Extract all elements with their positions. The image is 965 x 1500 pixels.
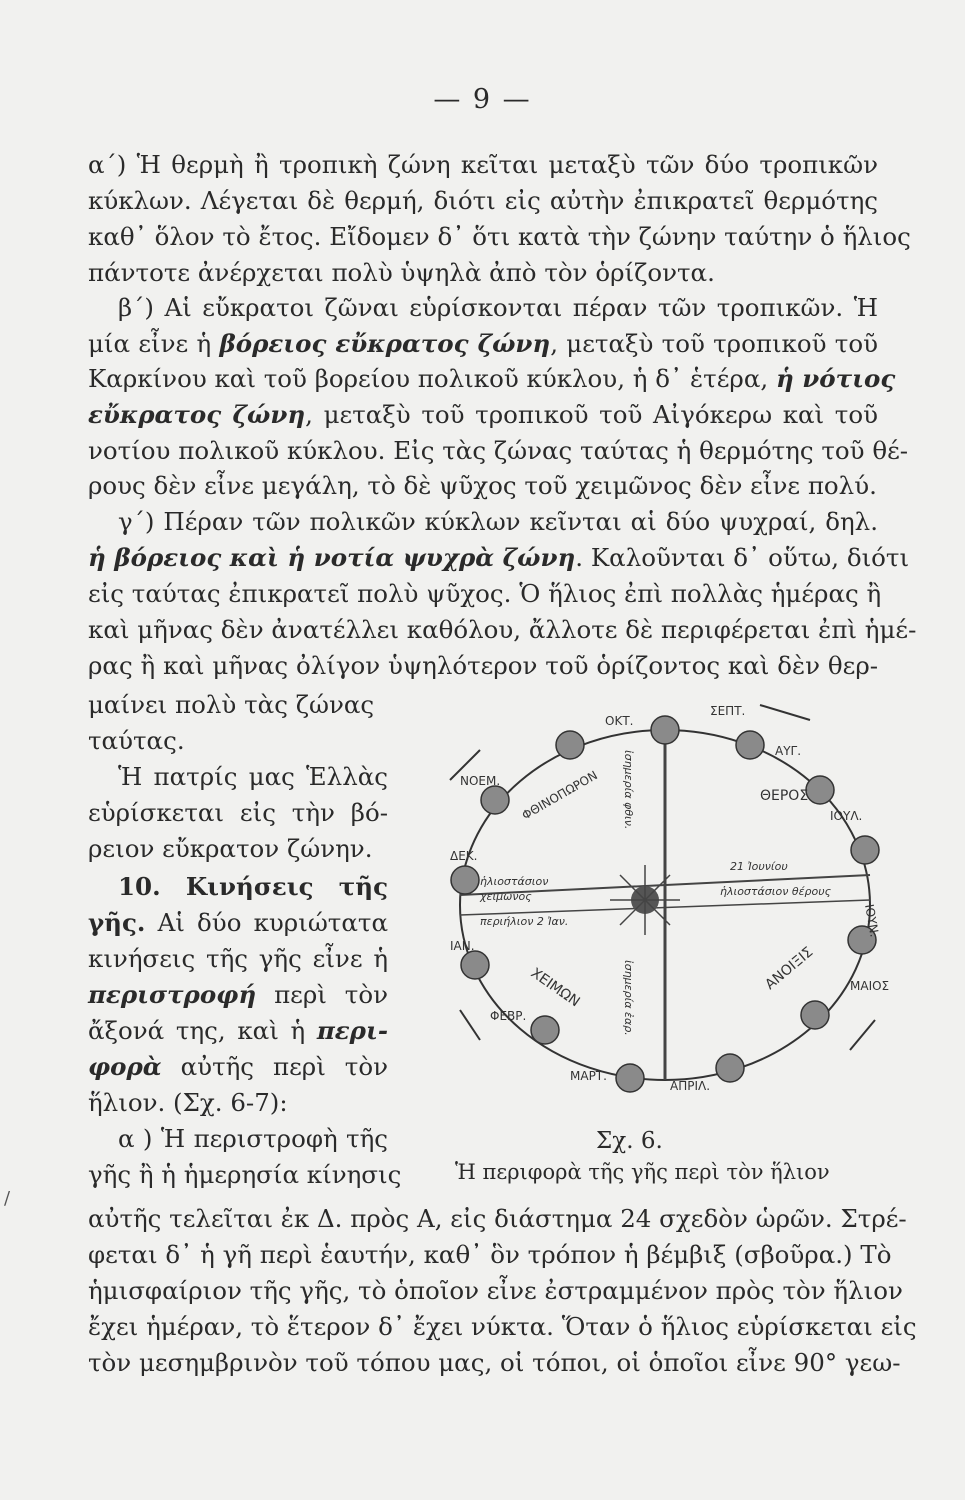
label-summer-solstice: ἡλιοστάσιον θέρους — [720, 885, 832, 898]
earth-icon — [481, 786, 509, 814]
text-line: καθ᾽ ὅλον τὸ ἔτος. Εἴδομεν δ᾽ ὅτι κατὰ τὴν ζώνην ταύτην ὁ ἥλιος — [88, 222, 911, 251]
month-label: ΜΑΙΟΣ — [850, 979, 890, 993]
text-line: ρας ἢ καὶ μῆνας ὀλίγον ὑψηλότερον τοῦ ὁρίζοντος καὶ δὲν θερ- — [88, 651, 878, 680]
text-line: ἔχει ἡμέραν, τὸ ἕτερον δ᾽ ἔχει νύκτα. Ὅταν ὁ ἥλιος εὑρίσκεται εἰς — [88, 1312, 917, 1341]
term-north-temperate: βόρειος εὔκρατος ζώνη — [219, 329, 551, 358]
text-line — [88, 1016, 388, 1046]
text-line: τὸν μεσημβρινὸν τοῦ τόπου μας, οἱ τόποι, οἱ ὁποῖοι εἶνε 90° γεω- — [88, 1348, 901, 1377]
earth-icon — [461, 951, 489, 979]
season-autumn: ΦΘΙΝΟΠΩΡΟΝ — [519, 768, 600, 823]
month-label: ΑΥΓ. — [775, 744, 802, 758]
text-line — [88, 543, 910, 573]
section-heading — [118, 872, 388, 902]
earth-icon — [716, 1054, 744, 1082]
earth-icon — [801, 1001, 829, 1029]
text-line: α΄) Ἡ θερμὴ ἢ τροπικὴ ζώνη κεῖται μεταξὺ τῶν δύο τροπικῶν — [88, 150, 878, 179]
month-label: ΝΟΕΜ. — [460, 774, 501, 788]
season-summer: ΘΕΡΟΣ — [760, 788, 809, 804]
label-june21: 21 Ἰουνίου — [730, 860, 788, 873]
text-span: Καρκίνου καὶ τοῦ βορείου πολικοῦ κύκλου, ἡ δ᾽ ἑτέρα, — [88, 364, 776, 393]
text-line: φεται δ᾽ ἡ γῆ περὶ ἑαυτήν, καθ᾽ ὃν τρόπον ἡ βέμβιξ (σβοῦρα.) Τὸ — [88, 1240, 892, 1269]
label-winter: χειμῶνος — [480, 890, 532, 903]
text-line: κινήσεις τῆς γῆς εἶνε ἡ — [88, 944, 388, 973]
month-label: ΜΑΡΤ. — [570, 1069, 607, 1083]
month-label: ΙΟΥΛ. — [830, 809, 863, 823]
text-line: εὑρίσκεται εἰς τὴν βό- — [88, 798, 388, 827]
text-line: κύκλων. Λέγεται δὲ θερμή, διότι εἰς αὐτὴν ἐπικρατεῖ θερμότης — [88, 186, 878, 215]
earth-icon — [651, 716, 679, 744]
text-line — [88, 1052, 388, 1082]
text-span: . Καλοῦνται δ᾽ οὕτω, διότι — [575, 543, 910, 572]
month-label: ΙΑΝ. — [450, 939, 475, 953]
month-label: ΦΕΒΡ. — [490, 1009, 527, 1023]
text-line: Ἡ πατρίς μας Ἑλλὰς — [118, 762, 388, 791]
text-line — [88, 364, 896, 394]
earth-icon — [806, 776, 834, 804]
month-label: ΔΕΚ. — [450, 849, 478, 863]
text-line: εἰς ταύτας ἐπικρατεῖ πολὺ ψῦχος. Ὁ ἥλιος ἐπὶ πολλὰς ἡμέρας ἢ — [88, 579, 882, 608]
page-number: — 9 — — [433, 84, 532, 115]
margin-mark: / — [4, 1188, 11, 1209]
text-span: μία εἶνε ἡ — [88, 329, 220, 358]
text-line: πάντοτε ἀνέρχεται πολὺ ὑψηλὰ ἀπὸ τὸν ὁρίζοντα. — [88, 258, 715, 287]
month-label: ΑΠΡΙΛ. — [670, 1079, 711, 1093]
text-line: α ) Ἡ περιστροφὴ τῆς — [118, 1124, 388, 1153]
text-line: ρους δὲν εἶνε μεγάλη, τὸ δὲ ψῦχος τοῦ χειμῶνος δὲν εἶνε πολύ. — [88, 471, 877, 500]
label-autumn-equinox: ἰσημερία φθιν. — [622, 750, 635, 830]
text-span: Αἱ δύο κυριώτατα — [145, 908, 388, 937]
arrow-icon — [460, 1010, 480, 1040]
term-frigid-zones: ἡ βόρειος καὶ ἡ νοτία ψυχρὰ ζώνη — [88, 543, 576, 572]
text-span: ἄξονά της, καὶ ἡ — [88, 1016, 317, 1045]
text-line: νοτίου πολικοῦ κύκλου. Εἰς τὰς ζώνας ταύτας ἡ θερμότης τοῦ θέ- — [88, 436, 909, 465]
section-title: 10. Κινήσεις τῆς — [118, 872, 388, 901]
text-line: ἥλιον. (Σχ. 6-7): — [88, 1088, 288, 1117]
earth-icon — [556, 731, 584, 759]
text-line: ἡμισφαίριον τῆς γῆς, τὸ ὁποῖον εἶνε ἐστραμμένον πρὸς τὸν ἥλιον — [88, 1276, 903, 1305]
figure-label: Σχ. 6. — [596, 1128, 663, 1154]
text-span: , μεταξὺ τοῦ τροπικοῦ τοῦ Αἰγόκερω καὶ τοῦ — [305, 400, 878, 429]
text-line: ρειον εὔκρατον ζώνην. — [88, 834, 373, 863]
term-rotation: περιστροφή — [88, 980, 257, 1009]
month-label: ΟΚΤ. — [605, 714, 634, 728]
label-winter-solstice: ἡλιοστάσιον — [480, 875, 549, 888]
text-line — [88, 400, 878, 430]
season-spring: ΑΝΟΙΞΙΣ — [762, 944, 817, 994]
earth-icon — [616, 1064, 644, 1092]
month-label: ΣΕΠΤ. — [710, 704, 746, 718]
figure-caption: Ἡ περιφορὰ τῆς γῆς περὶ τὸν ἥλιον — [455, 1160, 830, 1184]
earth-orbit-diagram — [430, 690, 900, 1120]
text-line: αὐτῆς τελεῖται ἐκ Δ. πρὸς Α, εἰς διάστημα 24 σχεδὸν ὡρῶν. Στρέ- — [88, 1204, 907, 1233]
section-title-cont: γῆς. — [88, 908, 146, 937]
arrow-icon — [850, 1020, 875, 1050]
earth-icon — [851, 836, 879, 864]
season-winter: ΧΕΙΜΩΝ — [527, 965, 583, 1011]
text-span: αὐτῆς περὶ τὸν — [161, 1052, 388, 1081]
text-line: γ΄) Πέραν τῶν πολικῶν κύκλων κεῖνται αἱ δύο ψυχραί, δηλ. — [118, 507, 878, 536]
earth-icon — [451, 866, 479, 894]
month-label: ΙΟΥΝ. — [862, 903, 882, 939]
text-line: β΄) Αἱ εὔκρατοι ζῶναι εὑρίσκονται πέραν τῶν τροπικῶν. Ἡ — [118, 293, 878, 322]
text-line — [88, 329, 878, 359]
label-spring-equinox: ἰσημερία ἐαρ. — [622, 960, 635, 1036]
earth-icon — [531, 1016, 559, 1044]
sun-icon — [610, 865, 680, 935]
text-line: μαίνει πολὺ τὰς ζώνας — [88, 690, 375, 719]
text-span: περὶ τὸν — [256, 980, 388, 1009]
text-line: καὶ μῆνας δὲν ἀνατέλλει καθόλου, ἄλλοτε δὲ περιφέρεται ἐπὶ ἡμέ- — [88, 615, 917, 644]
text-line — [88, 908, 388, 938]
term-revolution-cont: φορὰ — [88, 1052, 162, 1081]
term-south: ἡ νότιος — [775, 364, 896, 393]
text-span: , μεταξὺ τοῦ τροπικοῦ τοῦ — [550, 329, 878, 358]
text-line — [88, 980, 388, 1010]
label-perihelion: περιήλιον 2 Ἰαν. — [480, 915, 569, 928]
earth-icon — [736, 731, 764, 759]
text-line: γῆς ἢ ἡ ἡμερησία κίνησις — [88, 1160, 402, 1189]
term-revolution: περι- — [316, 1016, 388, 1045]
diagram-labels — [450, 704, 889, 1093]
text-line: ταύτας. — [88, 726, 185, 755]
term-temperate-zone: εὔκρατος ζώνη — [88, 400, 306, 429]
arrow-icon — [760, 705, 810, 720]
